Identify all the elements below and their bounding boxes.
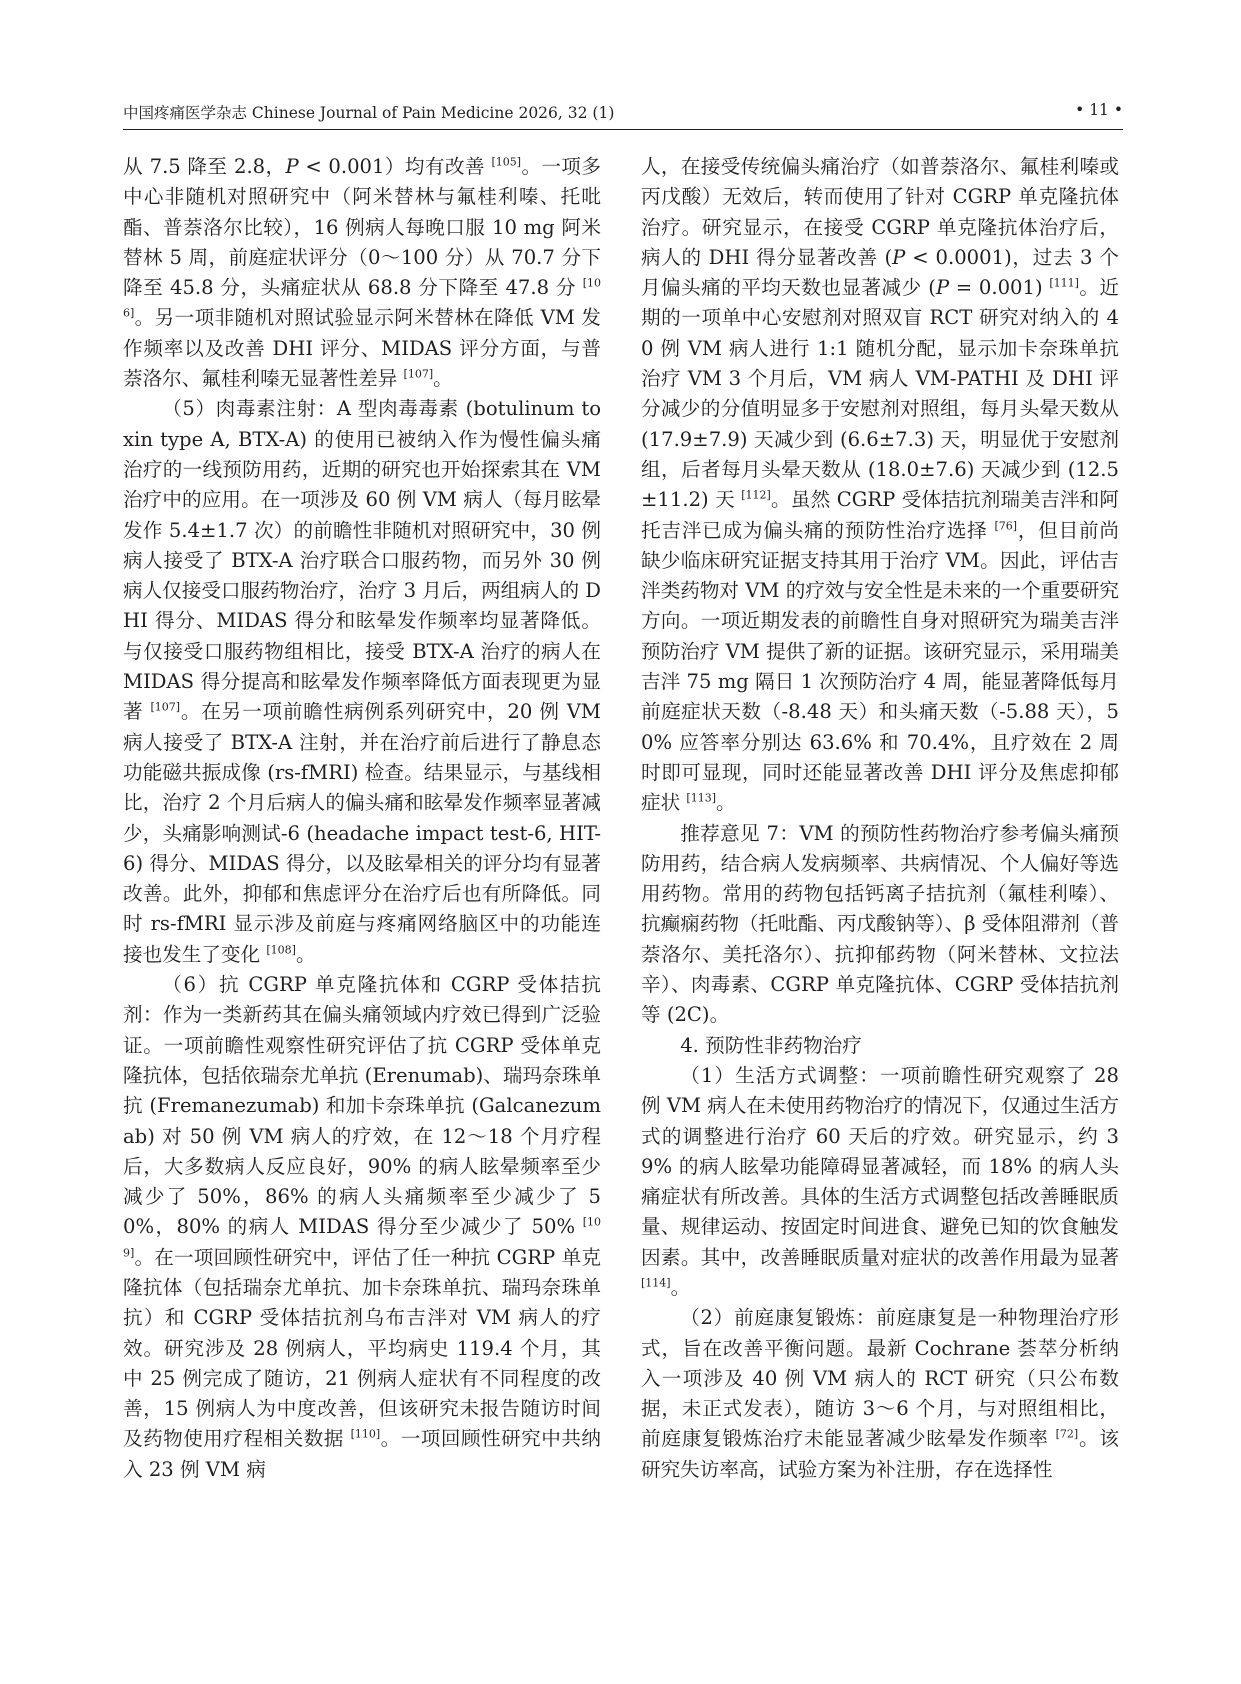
left-text-column [123,152,601,1485]
text-run: = 0.001) [949,276,1050,300]
text-run: < 0.001）均有改善 [298,155,492,178]
text-run: （6）抗 CGRP 单克隆抗体和 CGRP 受体拮抗剂：作为一类新药其在偏头痛领域内疗效已得到广泛验证。一项前瞻性观察性研究评估了抗 CGRP 受体单克隆抗体，包括依瑞奈尤单抗 (Erenumab)、瑞玛奈珠单抗 (Fremanezumab) 和加卡奈珠单抗 (Galcanezumab) 对 50 例 VM 病人的疗效，在 12～18 个月疗程后，大多数病人反应良好，90% 的病人眩晕频率至少减少了 50%，86% 的病人头痛频率至少减少了 50%，80% 的病人 MIDAS 得分至少减少了 50% [123,973,601,1239]
paragraph [641,1031,1119,1061]
page-number: • 11 • [1075,101,1123,119]
text-run: （2）前庭康复锻炼：前庭康复是一种物理治疗形式，旨在改善平衡问题。最新 Cochrane 荟萃分析纳入一项涉及 40 例 VM 病人的 RCT 研究（只公布数据，未正式发表），随访 3～6 个月，与对照组相比，前庭康复锻炼治疗未能显著减少眩晕发作频率 [641,1306,1119,1451]
citation-ref: [108] [266,943,296,957]
citation-ref: [113] [686,791,717,805]
text-run: （1）生活方式调整：一项前瞻性研究观察了 28 例 VM 病人在未使用药物治疗的情况下，仅通过生活方式的调整进行治疗 60 天后的疗效。研究显示，约 39% 的病人眩晕功能障碍显著减轻，而 18% 的病人头痛症状有所改善。具体的生活方式调整包括改善睡眠质量、规律运动、按固定时间进食、避免已知的饮食触发因素。其中，改善睡眠质量对症状的改善作用最为显著 [641,1063,1119,1269]
text-run: ，但目前尚缺少临床研究证据支持其用于治疗 VM。因此，评估吉泮类药物对 VM 的疗效与安全性是未来的一个重要研究方向。一项近期发表的前瞻性自身对照研究为瑞美吉泮预防治疗 VM 提供了新的证据。该研究显示，采用瑞美吉泮 75 mg 隔日 1 次预防治疗 4 周，能显著降低每月前庭症状天数（-8.48 天）和头痛天数（-5.88 天），50% 应答率分别达 63.6% 和 70.4%，且疗效在 2 周时即可显现，同时还能显著改善 DHI 评分及焦虑抑郁症状 [641,518,1119,815]
citation-ref: [111] [1049,276,1079,290]
text-run: 4. 预防性非药物治疗 [680,1033,862,1057]
text-run: 人，在接受传统偏头痛治疗（如普萘洛尔、氟桂利嗪或丙戊酸）无效后，转而使用了针对 CGRP 单克隆抗体治疗。研究显示，在接受 CGRP 单克隆抗体治疗后，病人的 DHI 得分显著改善 ( [641,155,1119,269]
citation-ref: [109] [123,1215,601,1260]
paragraph [123,394,601,970]
italic-symbol: P [935,276,950,300]
citation-ref: [112] [741,488,771,502]
paragraph [641,152,1119,819]
paragraph [641,819,1119,1031]
text-run: 。在一项回顾性研究中，评估了任一种抗 CGRP 单克隆抗体（包括瑞奈尤单抗、加卡奈珠单抗、瑞玛奈珠单抗）和 CGRP 受体拮抗剂乌布吉泮对 VM 病人的疗效。研究涉及 28 例病人，平均病史 119.4 个月，其中 25 例完成了随访，21 例病人症状有不同程度的改善，15 例病人为中度改善，但该研究未报告随访时间及药物使用疗程相关数据 [123,1245,601,1451]
text-run: 从 7.5 降至 2.8， [123,155,286,178]
text-run: （5）肉毒素注射：A 型肉毒毒素 (botulinum toxin type A, BTX-A) 的使用已被纳入作为慢性偏头痛治疗的一线预防用药，近期的研究也开始探索其在 VM 治疗中的应用。在一项涉及 60 例 VM 病人（每月眩晕发作 5.4±1.7 次）的前瞻性非随机对照研究中，30 例病人接受了 BTX-A 治疗联合口服药物，而另外 30 例病人仅接受口服药物治疗，治疗 3 月后，两组病人的 DHI 得分、MIDAS 得分和眩晕发作频率均显著降低。与仅接受口服药物组相比，接受 BTX-A 治疗的病人在 MIDAS 得分提高和眩晕发作频率降低方面表现更为显著 [123,397,601,724]
journal-citation: 中国疼痛医学杂志 Chinese Journal of Pain Medicine 2026, 32 (1) [123,104,615,122]
citation-ref: [110] [350,1427,381,1441]
citation-ref: [72] [1055,1427,1079,1441]
italic-symbol: P [892,245,906,269]
text-run: 。 [716,791,736,815]
paragraph [123,152,601,394]
running-header [123,99,1123,130]
text-run: 。在另一项前瞻性病例系列研究中，20 例 VM 病人接受了 BTX-A 注射，并在治疗前后进行了静息态功能磁共振成像 (rs-fMRI) 检查。结果显示，与基线相比，治疗 2 个月后病人的偏头痛和眩晕发作频率显著减少，头痛影响测试-6 (headache impact test-6, HIT-6) 得分、MIDAS 得分，以及眩晕相关的评分均有显著改善。此外，抑郁和焦虑评分在治疗后也有所降低。同时 rs-fMRI 显示涉及前庭与疼痛网络脑区中的功能连接也发生了变化 [123,700,601,966]
italic-symbol: P [285,155,299,178]
text-run: 。另一项非随机对照试验显示阿米替林在降低 VM 发作频率以及改善 DHI 评分、MIDAS 评分方面，与普萘洛尔、氟桂利嗪无显著性差异 [123,306,601,391]
citation-ref: [107] [150,700,181,714]
text-run: 。一项回顾性研究中共纳入 23 例 VM 病 [123,1427,602,1481]
text-run: 。近期的一项单中心安慰剂对照双盲 RCT 研究对纳入的 40 例 VM 病人进行 1:1 随机分配，显示加卡奈珠单抗治疗 VM 3 个月后，VM 病人 VM-PATHI 及 DHI 评分减少的分值明显多于安慰剂对照组，每月头晕天数从 (17.9±7.9) 天减少到 (6.6±7.3) 天，明显优于安慰剂组，后者每月头晕天数从 (18.0±7.6) 天减少到 (12.5±11.2) 天 [641,276,1120,512]
paragraph [641,1303,1119,1485]
citation-ref: [106] [123,276,601,320]
text-run: 。 [670,1275,691,1299]
text-run: 。 [295,942,316,966]
text-run: 。该研究失访率高，试验方案为补注册，存在选择性 [641,1427,1119,1481]
citation-ref: [107] [403,367,434,381]
text-run: 。虽然 CGRP 受体拮抗剂瑞美吉泮和阿托吉泮已成为偏头痛的预防性治疗选择 [641,488,1119,542]
text-run: 推荐意见 7：VM 的预防性药物治疗参考偏头痛预防用药，结合病人发病频率、共病情况、个人偏好等选用药物。常用的药物包括钙离子拮抗剂（氟桂利嗪）、抗癫痫药物（托吡酯、丙戊酸钠等）、β 受体阻滞剂（普萘洛尔、美托洛尔）、抗抑郁药物（阿米替林、文拉法辛）、肉毒素、CGRP 单克隆抗体、CGRP 受体拮抗剂等 (2C)。 [641,821,1120,1027]
text-run: 。一项多中心非随机对照研究中（阿米替林与氟桂利嗪、托吡酯、普萘洛尔比较），16 例病人每晚口服 10 mg 阿米替林 5 周，前庭症状评分（0～100 分）从 70.7 分下降至 45.8 分，头痛症状从 68.8 分下降至 47.8 分 [123,155,601,300]
right-text-column [641,152,1119,1485]
text-run: < 0.0001)，过去 3 个月偏头痛的平均天数也显著减少 ( [641,245,1119,300]
paragraph [641,1061,1119,1303]
citation-ref: [76] [994,519,1018,533]
citation-ref: [105] [491,155,522,169]
citation-ref: [114] [641,1276,671,1290]
paragraph [123,970,601,1485]
text-run: 。 [433,367,453,391]
